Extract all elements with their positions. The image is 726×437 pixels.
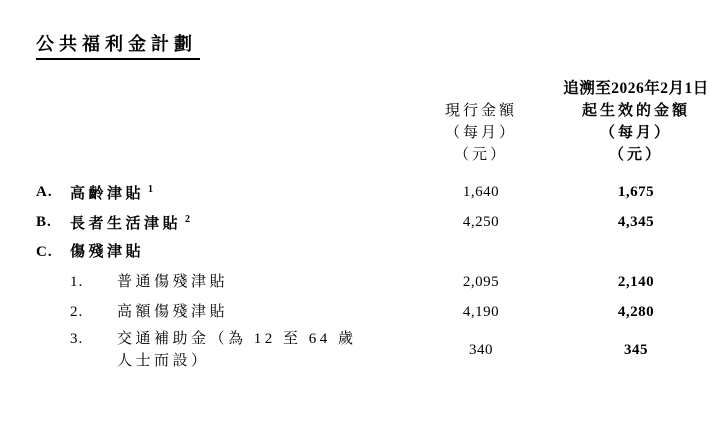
- row-current-amount: 4,250: [462, 213, 500, 230]
- column-header-current-line: （元）: [453, 147, 508, 163]
- row-effective-amount: [562, 237, 710, 267]
- row-current-amount: 2,095: [462, 273, 500, 290]
- row-label-text: [117, 328, 357, 372]
- table-row: [36, 177, 710, 207]
- row-number: 1.: [70, 274, 84, 290]
- row-letter: [36, 267, 70, 297]
- row-label-line2: 人士而設）: [117, 353, 210, 369]
- table-row: [36, 237, 710, 267]
- row-effective-amount: 1,675: [617, 183, 655, 200]
- row-effective-amount: 345: [624, 341, 648, 358]
- row-current-amount: 340: [469, 341, 493, 358]
- row-letter: C.: [36, 243, 53, 260]
- column-header-current: [400, 100, 562, 166]
- footnote-marker: 1: [148, 184, 157, 195]
- table-row: [36, 327, 710, 373]
- row-label: [70, 237, 400, 267]
- column-header-effective-line: 起生效的金額: [581, 103, 690, 119]
- row-current-amount: 1,640: [462, 183, 500, 200]
- table-row: [36, 297, 710, 327]
- page-title: 公共福利金計劃: [36, 30, 200, 60]
- row-label: [70, 177, 400, 207]
- row-label-line1: 交通補助金（為 12 至 64 歲: [117, 331, 357, 347]
- table-row: [36, 267, 710, 297]
- column-header-effective-line: （元）: [608, 147, 663, 163]
- row-label-text: 高額傷殘津貼: [117, 304, 229, 320]
- row-number: 2.: [70, 304, 84, 320]
- column-header-effective-line: 追溯至2026年2月1日: [563, 80, 709, 97]
- row-label: [70, 297, 400, 327]
- column-header-effective-line: （每月）: [599, 125, 672, 141]
- row-effective-amount: 4,345: [617, 213, 655, 230]
- column-header-effective: [545, 78, 726, 166]
- allowance-table: [36, 177, 710, 373]
- row-number: 3.: [70, 331, 84, 347]
- row-current-amount: [400, 237, 562, 267]
- row-label: [70, 327, 400, 373]
- row-letter: [36, 327, 70, 373]
- row-label-text: 高齡津貼: [70, 186, 145, 202]
- row-letter: B.: [36, 213, 52, 230]
- row-label-text: 普通傷殘津貼: [117, 274, 229, 290]
- row-effective-amount: 4,280: [617, 303, 655, 320]
- row-label-text: 傷殘津貼: [70, 244, 145, 260]
- row-label: [70, 267, 400, 297]
- row-letter: [36, 297, 70, 327]
- column-header-current-line: （每月）: [444, 125, 517, 141]
- column-header-current-line: 現行金額: [444, 103, 517, 119]
- row-label: [70, 207, 400, 237]
- table-row: [36, 207, 710, 237]
- row-current-amount: 4,190: [462, 303, 500, 320]
- row-letter: A.: [36, 183, 53, 200]
- row-effective-amount: 2,140: [617, 273, 655, 290]
- footnote-marker: 2: [185, 214, 194, 225]
- row-label-text: 長者生活津貼: [70, 216, 182, 232]
